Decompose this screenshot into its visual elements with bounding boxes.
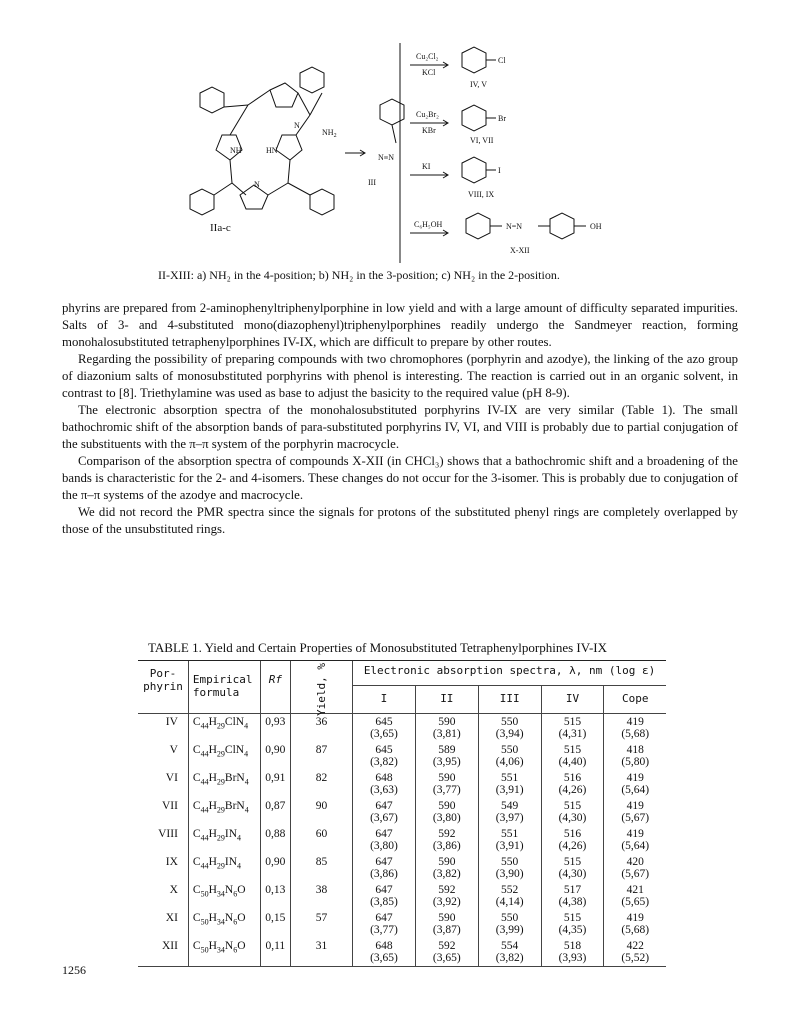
cell-yield: 82 <box>291 770 353 798</box>
cell-formula: $C_{44}H_{29}BrN_4$ <box>188 798 260 826</box>
table-row <box>138 742 666 770</box>
table-1 <box>138 660 666 967</box>
r2-sub: Br <box>498 114 506 123</box>
table-row <box>138 854 666 882</box>
cell-rf: 0,91 <box>260 770 290 798</box>
cell-formula: $C_{50}H_{34}N_6O$ <box>188 882 260 910</box>
cell-band-2: 590 (3,82) <box>415 854 478 882</box>
cell-yield: 38 <box>291 882 353 910</box>
cell-band-3: 551 (3,91) <box>478 826 541 854</box>
iii-label: III <box>368 178 376 187</box>
cell-band-1: 648 (3,65) <box>353 938 416 967</box>
cell-band-4: 515 (4,30) <box>541 854 604 882</box>
cell-formula: $C_{44}H_{29}IN_4$ <box>188 826 260 854</box>
reaction-scheme <box>170 35 640 270</box>
cell-porphyrin: XI <box>165 912 178 924</box>
paragraph-3: The electronic absorption spectra of the monohalosubstituted porphyrins IV-IX are very similar (Table 1). The small bathochromic shift of the absorption bands of para-substituted porphyrins IV, VI, and VIII is probably due to partial conjugation of the substituents with the π–π system of the porphyrin macrocycle. <box>62 403 738 451</box>
cell-formula: $C_{44}H_{29}ClN_4$ <box>188 742 260 770</box>
porphyrin-structure <box>190 67 334 215</box>
cell-band-1: 645 (3,82) <box>353 742 416 770</box>
r2-reagent: Cu₂Br₂ <box>416 110 439 119</box>
header-band-3: III <box>478 685 541 713</box>
cell-band-1: 647 (3,86) <box>353 854 416 882</box>
body-text <box>62 300 738 538</box>
cell-band-5: 421 (5,65) <box>604 882 666 910</box>
header-spectra: Electronic absorption spectra, λ, nm (log ε) <box>353 661 666 686</box>
r1-sub: Cl <box>498 56 506 65</box>
paragraph-5: We did not record the PMR spectra since the signals for protons of the substituted phenyl rings are completely overlapped by those of the unsubstituted rings. <box>62 505 738 536</box>
compound-label: IIa-c <box>210 222 231 234</box>
r1-reagent: Cu₂Cl₂ <box>416 52 439 61</box>
cell-band-5: 419 (5,64) <box>604 770 666 798</box>
cell-yield: 31 <box>291 938 353 967</box>
page-number: 1256 <box>62 963 86 977</box>
cell-formula: $C_{50}H_{34}N_6O$ <box>188 910 260 938</box>
cell-band-5: 420 (5,67) <box>604 854 666 882</box>
cell-band-2: 592 (3,86) <box>415 826 478 854</box>
cell-rf: 0,11 <box>260 938 290 967</box>
r4-sub2: OH <box>590 222 602 231</box>
cell-band-2: 589 (3,95) <box>415 742 478 770</box>
header-band-5: Cope <box>604 685 666 713</box>
cell-yield: 87 <box>291 742 353 770</box>
r1-reagent2: KCl <box>422 68 436 77</box>
table-row <box>138 938 666 967</box>
table-row <box>138 826 666 854</box>
nh2-label: $NH_2$ <box>322 128 337 139</box>
cell-band-2: 590 (3,77) <box>415 770 478 798</box>
hn-label: HN <box>266 146 278 155</box>
cell-porphyrin: V <box>169 744 178 756</box>
cell-band-4: 516 (4,26) <box>541 770 604 798</box>
cell-band-3: 554 (3,82) <box>478 938 541 967</box>
cell-band-5: 418 (5,80) <box>604 742 666 770</box>
header-band-2: II <box>415 685 478 713</box>
scheme-caption: II-XIII: a) NH₂ in the 4-position; b) NH₂ in the 3-position; c) NH₂ in the 2-position. <box>158 268 560 282</box>
cell-band-3: 549 (3,97) <box>478 798 541 826</box>
diazo-label: N≡N <box>378 153 395 162</box>
cell-band-5: 419 (5,68) <box>604 910 666 938</box>
cell-yield: 85 <box>291 854 353 882</box>
cell-band-4: 515 (4,31) <box>541 714 604 743</box>
cell-band-4: 515 (4,35) <box>541 910 604 938</box>
r3-reagent: KI <box>422 162 431 171</box>
cell-band-1: 647 (3,80) <box>353 826 416 854</box>
cell-band-2: 592 (3,65) <box>415 938 478 967</box>
cell-yield: 36 <box>291 714 353 743</box>
nh-label: NH <box>230 146 242 155</box>
cell-band-1: 648 (3,63) <box>353 770 416 798</box>
cell-band-1: 647 (3,85) <box>353 882 416 910</box>
cell-band-4: 518 (3,93) <box>541 938 604 967</box>
r4-product: X-XII <box>510 246 530 255</box>
r1-product: IV, V <box>470 80 488 89</box>
cell-band-3: 550 (3,90) <box>478 854 541 882</box>
table-row <box>138 770 666 798</box>
cell-band-5: 419 (5,68) <box>604 714 666 743</box>
paragraph-2: Regarding the possibility of preparing compounds with two chromophores (porphyrin and azodye), the linking of the azo group of diazonium salts of monosubstituted porphyrins with phenol is interesting. The reaction is carried out in an organic solvent, in contrast to [8]. Triethylamine was used as base to adjust the basicity to the required value (pH 8-9). <box>62 352 738 400</box>
n-label-1: N <box>294 121 300 130</box>
table-caption: TABLE 1. Yield and Certain Properties of Monosubstituted Tetraphenylporphines IV-IX <box>148 640 607 655</box>
paragraph-4: Comparison of the absorption spectra of compounds X-XII (in CHCl₃) shows that a bathochromic shift and a broadening of the bands is characteristic for the 2- and 4-isomers. These changes do not occur for the 3-isomer. This is probably due to conjugation of the π–π systems of the azodye and macrocycle. <box>62 454 738 502</box>
cell-band-3: 550 (4,06) <box>478 742 541 770</box>
n-label-2: N <box>254 180 260 189</box>
cell-band-4: 515 (4,40) <box>541 742 604 770</box>
cell-band-2: 592 (3,92) <box>415 882 478 910</box>
header-band-4: IV <box>541 685 604 713</box>
cell-porphyrin: VIII <box>158 828 178 840</box>
cell-rf: 0,15 <box>260 910 290 938</box>
cell-band-2: 590 (3,81) <box>415 714 478 743</box>
cell-band-1: 647 (3,67) <box>353 798 416 826</box>
cell-porphyrin: X <box>169 884 178 896</box>
cell-yield: 57 <box>291 910 353 938</box>
cell-band-4: 515 (4,30) <box>541 798 604 826</box>
cell-porphyrin: IV <box>165 716 178 728</box>
paragraph-1: phyrins are prepared from 2-aminophenyltriphenylporphine in low yield and with a large amount of difficulty separated impurities. Salts of 3- and 4-substituted mono(diazophenyl)triphenylporphines readily undergo the Sandmeyer reaction, forming monohalosubstituted tetraphenylporphines IV-IX, which are difficult to prepare by other routes. <box>62 301 738 349</box>
cell-band-4: 517 (4,38) <box>541 882 604 910</box>
cell-band-2: 590 (3,87) <box>415 910 478 938</box>
header-yield: Yield, % <box>291 661 353 714</box>
header-formula: Empirical formula <box>188 661 260 714</box>
cell-porphyrin: IX <box>165 856 178 868</box>
r3-product: VIII, IX <box>468 190 495 199</box>
table-row <box>138 798 666 826</box>
cell-band-3: 551 (3,91) <box>478 770 541 798</box>
cell-band-5: 422 (5,52) <box>604 938 666 967</box>
cell-band-3: 550 (3,99) <box>478 910 541 938</box>
table-row <box>138 714 666 743</box>
cell-rf: 0,88 <box>260 826 290 854</box>
cell-band-5: 419 (5,64) <box>604 826 666 854</box>
cell-band-1: 645 (3,65) <box>353 714 416 743</box>
cell-porphyrin: VI <box>165 772 178 784</box>
cell-band-3: 550 (3,94) <box>478 714 541 743</box>
header-porphyrin: Por- phyrin <box>138 661 188 714</box>
cell-band-2: 590 (3,80) <box>415 798 478 826</box>
cell-rf: 0,90 <box>260 854 290 882</box>
cell-rf: 0,13 <box>260 882 290 910</box>
cell-band-1: 647 (3,77) <box>353 910 416 938</box>
cell-formula: $C_{50}H_{34}N_6O$ <box>188 938 260 967</box>
cell-porphyrin: VII <box>161 800 178 812</box>
cell-rf: 0,90 <box>260 742 290 770</box>
cell-rf: 0,87 <box>260 798 290 826</box>
r2-reagent2: KBr <box>422 126 436 135</box>
header-band-1: I <box>353 685 416 713</box>
r4-reagent: C₆H₅OH <box>414 220 443 229</box>
r4-sub: N=N <box>506 222 523 231</box>
cell-porphyrin: XII <box>138 938 188 967</box>
cell-rf: 0,93 <box>260 714 290 743</box>
table-row <box>138 882 666 910</box>
cell-formula: $C_{44}H_{29}BrN_4$ <box>188 770 260 798</box>
cell-formula: $C_{44}H_{29}IN_4$ <box>188 854 260 882</box>
cell-band-3: 552 (4,14) <box>478 882 541 910</box>
cell-formula: $C_{44}H_{29}ClN_4$ <box>188 714 260 743</box>
cell-band-5: 419 (5,67) <box>604 798 666 826</box>
cell-band-4: 516 (4,26) <box>541 826 604 854</box>
header-rf: Rf <box>260 661 290 714</box>
table-row <box>138 910 666 938</box>
r2-product: VI, VII <box>470 136 494 145</box>
cell-yield: 60 <box>291 826 353 854</box>
cell-yield: 90 <box>291 798 353 826</box>
r3-sub: I <box>498 166 501 175</box>
